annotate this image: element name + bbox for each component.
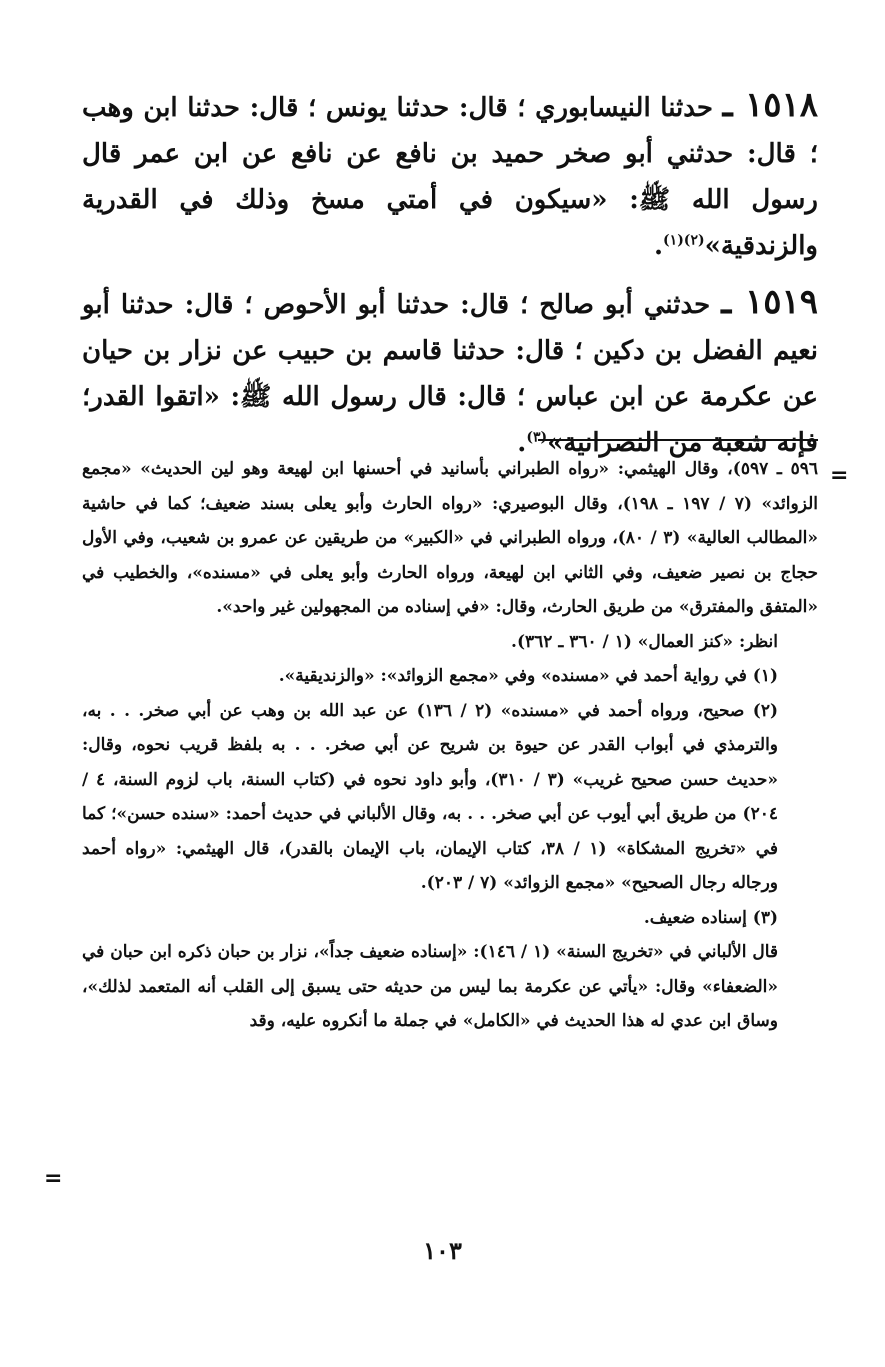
footnote-ref: (٣) [526, 429, 548, 446]
footnote-3-continued: قال الألباني في «تخريج السنة» (١ / ١٤٦): «إسناده ضعيف جداً»، نزار بن حبان ذكره ابن حبان في «الضعفاء» وقال: «يأتي عن عكرمة بما ليس من حديثه حتى يسبق إلى القلب أنه المتعمد لذلك»، وساق ابن عدي له هذا الحديث في «الكامل» في جملة ما أنكروه عليه، وقد [82, 942, 778, 1031]
footnote-see-also: انظر: «كنز العمال» (١ / ٣٦٠ ـ ٣٦٢). [511, 631, 778, 652]
hadith-number: ١٥١٩ ـ [721, 282, 818, 322]
continuation-mark-top: = [830, 463, 849, 488]
footnote-1: (١) في رواية أحمد في «مسنده» وفي «مجمع الزوائد»: «والزنديقية». [278, 666, 778, 686]
footnote-divider [538, 439, 818, 441]
hadith-text: حدثني أبو صالح ؛ قال: حدثنا أبو الأحوص ؛ قال: حدثنا أبو نعيم الفضل بن دكين ؛ قال: حدثنا قاسم بن حبيب عن نزار بن حيان عن عكرمة عن ابن عباس ؛ قال: قال رسول الله ﷺ: «اتقوا القدر؛ فإنه شعبة من النصرانية» [82, 290, 818, 458]
continuation-mark-bottom: = [44, 1166, 63, 1191]
hadith-1519 [82, 279, 818, 466]
hadith-end: . [653, 231, 664, 261]
hadith-text: حدثنا النيسابوري ؛ قال: حدثنا يونس ؛ قال: حدثنا ابن وهب ؛ قال: حدثني أبو صخر حميد بن نافع عن نافع عن ابن عمر قال رسول الله ﷺ: «سيكون في أمتي مسخ وذلك في القدرية والزندقية» [82, 93, 818, 261]
main-text [82, 82, 818, 466]
footnote-3: (٣) إسناده ضعيف. [643, 907, 778, 928]
page-number: ١٠٣ [423, 1236, 462, 1265]
hadith-1518 [82, 82, 818, 269]
hadith-number: ١٥١٨ ـ [722, 85, 818, 125]
footnote-continued: ٥٩٦ ـ ٥٩٧)، وقال الهيثمي: «رواه الطبراني بأسانيد في أحسنها ابن لهيعة وهو لين الحديث» «مجمع الزوائد» (٧ / ١٩٧ ـ ١٩٨)، وقال البوصيري: «رواه الحارث وأبو يعلى بسند ضعيف؛ كما في حاشية «المطالب العالية» (٣ / ٨٠)، ورواه الطبراني في «الكبير» من طريقين عن عمرو بن شعيب، وفي الأول حجاج بن نصير ضعيف، وفي الثاني ابن لهيعة، ورواه الحارث وأبو يعلى في «مسنده»، والخطيب في «المتفق والمفترق» من طريق الحارث، وقال: «في إسناده من المجهولين غير واحد». [82, 459, 819, 617]
footnote-ref: (٢)(١) [663, 232, 705, 249]
hadith-end: . [517, 428, 527, 458]
footnotes [82, 452, 818, 1039]
footnote-2: (٢) صحيح، ورواه أحمد في «مسنده» (٢ / ١٣٦) عن عبد الله بن وهب عن أبي صخر. . . به، والترمذي في أبواب القدر عن حيوة بن شريح عن أبي صخر. . . به بلفظ قريب نحوه، وقال: «حديث حسن صحيح غريب» (٣ / ٣١٠)، وأبو داود نحوه في (كتاب السنة، باب لزوم السنة، ٤ / ٢٠٤) من طريق أبي أيوب عن أبي صخر. . . به، وقال الألباني في حديث أحمد: «سنده حسن»؛ كما في «تخريج المشكاة» (١ / ٣٨، كتاب الإيمان، باب الإيمان بالقدر)، قال الهيثمي: «رواه أحمد ورجاله رجال الصحيح» «مجمع الزوائد» (٧ / ٢٠٣). [82, 700, 779, 893]
